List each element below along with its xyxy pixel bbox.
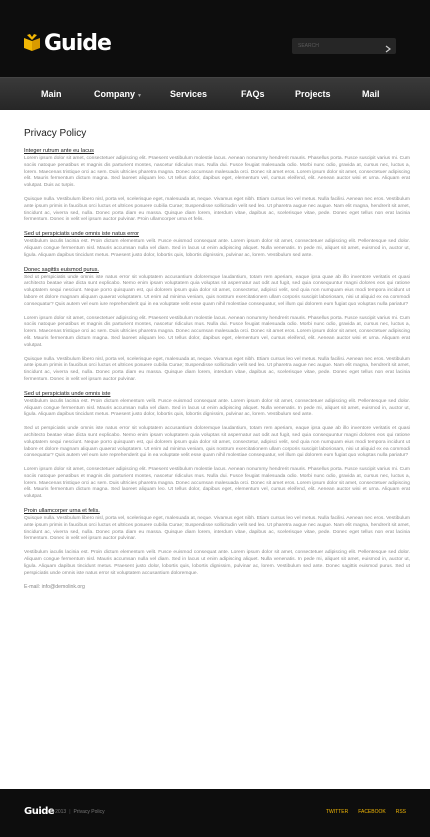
section-heading: Sed ut perspiciatis unde omnis iste <box>24 390 111 397</box>
logo-text: Guide <box>44 30 111 56</box>
nav-item-faqs[interactable] <box>241 78 265 111</box>
nav-label: Services <box>170 89 208 99</box>
search-box <box>292 38 396 54</box>
nav-item-projects[interactable] <box>295 78 331 111</box>
section-paragraph: Quisque nulla. Vestibulum libero nisl, porta vel, scelerisque eget, malesuada at, neque. Vivamus eget nibh. Etiam cursus leo vel metus. Nulla facilisi. Aenean nec eros. Vestibulum ante ipsum primis in faucibus orci luctus et ultrices posuere cubilia Curae; Suspendisse sollicitudin velit sed leo. Ut pharetra augue nec augue. Nam elit magna, hendrerit sit amet, tincidunt ac, viverra sed, nulla. Donec porta diam eu massa. Quisque diam lorem, interdum vitae, dapibus ac, scelerisque vitae, pede. Donec eget tellus non erat lacinia fermentum. Donec in velit vel ipsum auctor pulvinar. <box>24 516 410 542</box>
policy-section <box>24 508 410 577</box>
arrow-right-icon <box>383 44 393 54</box>
section-paragraph: Sed ut perspiciatis unde omnis iste natus error sit voluptatem accusantium doloremque laudantium, totam rem aperiam, eaque ipsa quae ab illo inventore veritatis et quasi architecto beatae vitae dicta sunt explicabo. Nemo enim ipsam voluptatem quia voluptas sit aspernatur aut odit aut fugit, sed quia consequuntur magni dolores eos qui ratione voluptatem sequi nesciunt. Neque porro quisquam est, qui dolorem ipsum quia dolor sit amet, consectetur, adipisci velit, sed quia non numquam eius modi tempora incidunt ut labore et dolore magnam aliquam quaerat voluptatem. Ut enim ad minima veniam, quis nostrum exercitationem ullam corporis suscipit laboriosam, nisi ut aliquid ex ea commodi consequatur? Quis autem vel eum iure reprehenderit qui in ea voluptate velit esse quam nihil molestiae consequatur, vel illum qui dolorem eum fugiat quo voluptas nulla pariatur? <box>24 426 410 459</box>
section-heading: Donec sagittis euismod purus. <box>24 266 99 273</box>
main-content <box>24 128 410 590</box>
site-footer <box>0 789 430 837</box>
section-paragraph: Vestibulum iaculis lacinia est. Proin dictum elementum velit. Fusce euismod consequat ante. Lorem ipsum dolor sit amet, consectetuer adipiscing elit. Pellentesque sed dolor. Aliquam congue fermentum nisl. Mauris accumsan nulla vel diam. Sed in lacus ut enim adipiscing aliquet. Nulla venenatis. In pede mi, aliquet sit amet, euismod in, auctor ut, ligula. Aliquam dapibus tincidunt metus. Praesent justo dolor, lobortis quis, lobortis dignissim, pulvinar ac, lorem. Vestibulum sed ante. Donec sagittis euismod purus. Sed ut perspiciatis unde omnis iste natus error sit voluptatem accusantium doloremque. <box>24 550 410 576</box>
nav-label: Projects <box>295 89 331 99</box>
section-paragraph: Sed ut perspiciatis unde omnis iste natus error sit voluptatem accusantium doloremque laudantium, totam rem aperiam, eaque ipsa quae ab illo inventore veritatis et quasi architecto beatae vitae dicta sunt explicabo. Nemo enim ipsam voluptatem quia voluptas sit aspernatur aut odit aut fugit, sed quia consequuntur magni dolores eos qui ratione voluptatem sequi nesciunt. Neque porro quisquam est, qui dolorem ipsum quia dolor sit amet, consectetur, adipisci velit, sed quia non numquam eius modi tempora incidunt ut labore et dolore magnam aliquam quaerat voluptatem. Ut enim ad minima veniam, quis nostrum exercitationem ullam corporis suscipit laboriosam, nisi ut aliquid ex ea commodi consequatur? Quis autem vel eum iure reprehenderit qui in ea voluptate velit esse quam nihil molestiae consequatur, vel illum qui dolorem eum fugiat quo voluptas nulla pariatur? <box>24 274 410 307</box>
site-logo[interactable] <box>23 30 111 56</box>
section-paragraph: Lorem ipsum dolor sit amet, consectetuer adipiscing elit. Praesent vestibulum molestie lacus. Aenean nonummy hendrerit mauris. Phasellus porta. Fusce suscipit varius mi. Cum sociis natoque penatibus et magnis dis parturient montes, nascetur ridiculus mus. Nulla dui. Fusce feugiat malesuada odio. Morbi nunc odio, gravida at, cursus nec, luctus a, lorem. Maecenas tristique orci ac sem. Duis ultricies pharetra magna. Donec accumsan malesuada orci. Donec sit amet eros. Lorem ipsum dolor sit amet, consectetuer adipiscing elit. Mauris fermentum dictum magna. Sed laoreet aliquam leo. Ut tellus dolor, dapibus eget, elementum vel, cursus eleifend, elit. Aenean auctor wisi et urna. Aliquam erat volutpat. Duis ac turpis. <box>24 156 410 189</box>
section-paragraph: Lorem ipsum dolor sit amet, consectetuer adipiscing elit. Praesent vestibulum molestie lacus. Aenean nonummy hendrerit mauris. Phasellus porta. Fusce suscipit varius mi. Cum sociis natoque penatibus et magnis dis parturient montes, nascetur ridiculus mus. Nulla dui. Fusce feugiat malesuada odio. Morbi nunc odio, gravida at, cursus nec, luctus a, lorem. Maecenas tristique orci ac sem. Duis ultricies pharetra magna. Donec accumsan malesuada orci. Donec sit amet eros. Lorem ipsum dolor sit amet, consectetuer adipiscing elit. Mauris fermentum dictum magna. Sed laoreet aliquam leo. Ut tellus dolor, dapibus eget, elementum vel, cursus eleifend, elit. Aenean auctor wisi et urna. Aliquam erat volutpat. <box>24 467 410 500</box>
section-paragraph: Quisque nulla. Vestibulum libero nisl, porta vel, scelerisque eget, malesuada at, neque. Vivamus eget nibh. Etiam cursus leo vel metus. Nulla facilisi. Aenean nec eros. Vestibulum ante ipsum primis in faucibus orci luctus et ultrices posuere cubilia Curae; Suspendisse sollicitudin velit sed leo. Ut pharetra augue nec augue. Nam elit magna, hendrerit sit amet, tincidunt ac, viverra sed, nulla. Donec porta diam eu massa. Quisque diam lorem, interdum vitae, dapibus ac, scelerisque vitae, pede. Donec eget tellus non erat lacinia fermentum. Donec in velit vel ipsum auctor pulvinar. <box>24 356 410 382</box>
twitter-link[interactable]: TWITTER <box>325 809 349 815</box>
section-paragraph: Lorem ipsum dolor sit amet, consectetuer adipiscing elit. Praesent vestibulum molestie lacus. Aenean nonummy hendrerit mauris. Phasellus porta. Fusce suscipit varius mi. Cum sociis natoque penatibus et magnis dis parturient montes, nascetur ridiculus mus. Nulla dui. Fusce feugiat malesuada odio. Morbi nunc odio, gravida at, cursus nec, luctus a, lorem. Maecenas tristique orci ac sem. Duis ultricies pharetra magna. Donec accumsan malesuada orci. Donec sit amet eros. Lorem ipsum dolor sit amet, consectetuer adipiscing elit. Mauris fermentum dictum magna. Sed laoreet aliquam leo. Ut tellus dolor, dapibus eget, elementum vel, cursus eleifend, elit. Aenean auctor wisi et urna. Aliquam erat volutpat. <box>24 315 410 348</box>
main-nav <box>0 77 430 110</box>
section-paragraph: Vestibulum iaculis lacinia est. Proin dictum elementum velit. Fusce euismod consequat ante. Lorem ipsum dolor sit amet, consectetuer adipiscing elit. Pellentesque sed dolor. Aliquam congue fermentum nisl. Mauris accumsan nulla vel diam. Sed in lacus ut enim adipiscing aliquet. Nulla venenatis. In pede mi, aliquet sit amet, euismod in, auctor ut, ligula. Aliquam dapibus tincidunt metus. Praesent justo dolor, lobortis quis, lobortis dignissim, pulvinar ac, lorem. Vestibulum sed ante. <box>24 398 410 418</box>
nav-label: Mail <box>362 89 380 99</box>
search-input[interactable] <box>292 38 382 54</box>
section-paragraph: Vestibulum iaculis lacinia est. Proin dictum elementum velit. Fusce euismod consequat ante. Lorem ipsum dolor sit amet, consectetuer adipiscing elit. Pellentesque sed dolor. Aliquam congue fermentum nisl. Mauris accumsan nulla vel diam. Sed in lacus ut enim adipiscing aliquet. Nulla venenatis. In pede mi, aliquet sit amet, euismod in, auctor ut, ligula. Aliquam dapibus tincidunt metus. Praesent justo dolor, lobortis quis, lobortis dignissim, pulvinar ac, lorem. Vestibulum sed ante. <box>24 239 410 258</box>
chevron-down-icon: ▼ <box>137 93 142 99</box>
site-header <box>0 0 430 77</box>
policy-section <box>24 148 410 224</box>
footer-copyright <box>50 809 105 815</box>
section-heading: Integer rutrum ante eu lacus <box>24 148 94 154</box>
section-heading: Sed ut perspiciatis unde omnis iste natus error <box>24 231 140 238</box>
footer-logo[interactable]: Guide <box>24 806 55 817</box>
nav-item-mail[interactable] <box>362 78 380 111</box>
rss-link[interactable]: RSS <box>395 809 406 815</box>
section-paragraph: Quisque nulla. Vestibulum libero nisl, porta vel, scelerisque eget, malesuada at, neque. Vivamus eget nibh. Etiam cursus leo vel metus. Nulla facilisi. Aenean nec eros. Vestibulum ante ipsum primis in faucibus orci luctus et ultrices posuere cubilia Curae; Suspendisse sollicitudin velit sed leo. Ut pharetra augue nec augue. Nam elit magna, hendrerit sit amet, tincidunt ac, viverra sed, nulla. Donec porta diam eu massa. Quisque diam lorem, interdum vitae, dapibus ac, scelerisque vitae, pede. Donec eget tellus non erat lacinia fermentum. Donec in velit vel ipsum auctor pulvinar. Proin ullamcorper urna et felis. <box>24 196 410 223</box>
email-link[interactable]: info@demolink.org <box>41 584 85 591</box>
book-logo-icon <box>23 34 41 52</box>
separator: | <box>69 809 71 815</box>
privacy-policy-link[interactable]: Privacy Policy <box>73 809 105 815</box>
nav-label: FAQs <box>241 89 265 99</box>
policy-section <box>24 267 410 384</box>
policy-section <box>24 391 410 501</box>
email-label: E-mail: <box>24 584 41 591</box>
policy-section <box>24 231 410 259</box>
nav-item-company[interactable] <box>94 78 142 111</box>
facebook-link[interactable]: FACEBOOK <box>358 809 386 815</box>
copyright-text: © 2013 <box>50 809 67 815</box>
social-links <box>326 809 406 815</box>
nav-item-main[interactable] <box>41 78 62 111</box>
nav-label: Company <box>94 89 136 99</box>
page-title: Privacy Policy <box>24 128 87 139</box>
section-heading: Proin ullamcorper urna et felis. <box>24 508 100 515</box>
nav-item-services[interactable] <box>170 78 207 111</box>
search-submit-button[interactable] <box>383 41 393 51</box>
nav-label: Main <box>41 89 62 99</box>
contact-email <box>24 584 410 590</box>
